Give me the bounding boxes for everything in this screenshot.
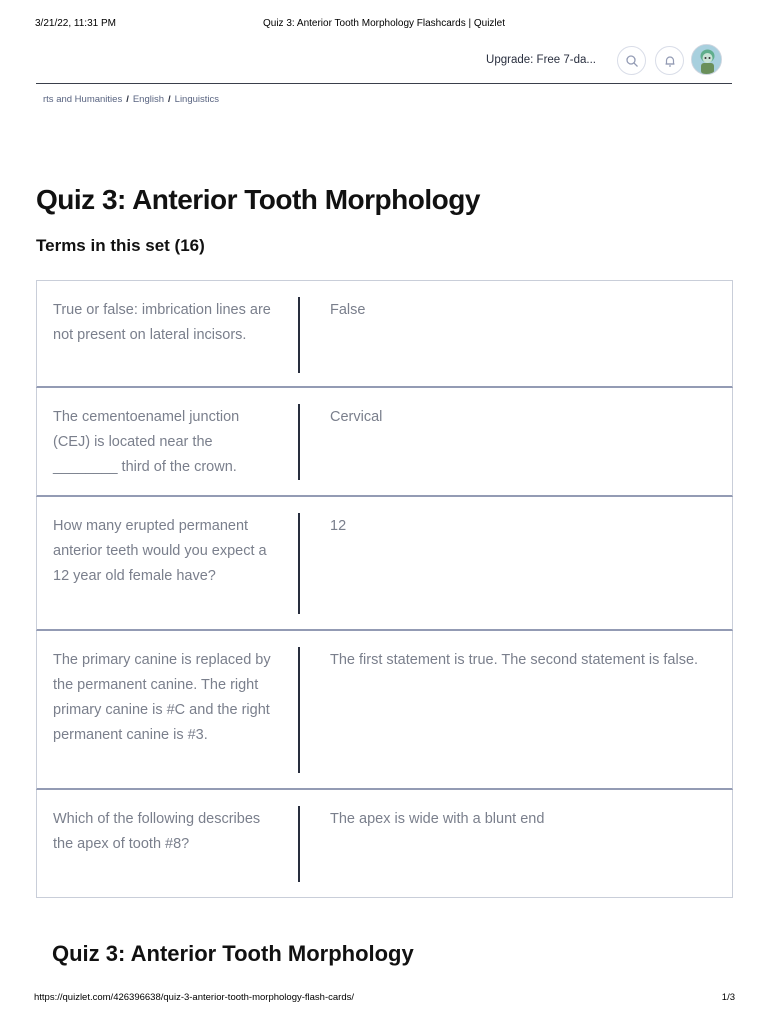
term-definition: False [330, 302, 366, 318]
bell-icon [663, 54, 677, 68]
upgrade-button[interactable]: Upgrade: Free 7-da... [486, 54, 596, 66]
print-page-number: 1/3 [721, 992, 735, 1003]
breadcrumb-item-arts-and-humanities[interactable]: rts and Humanities [43, 94, 123, 105]
term-word: True or false: imbrication lines are not present on lateral incisors. [53, 302, 271, 343]
print-datetime: 3/21/22, 11:31 PM [35, 18, 116, 29]
breadcrumb-separator: / [168, 94, 171, 105]
search-button[interactable] [617, 46, 646, 75]
term-definition: 12 [330, 518, 347, 534]
breadcrumb-item-linguistics[interactable]: Linguistics [174, 94, 220, 105]
term-list [36, 280, 733, 898]
term-definition: The first statement is true. The second statement is false. [330, 652, 699, 668]
term-word: The primary canine is replaced by the permanent canine. The right primary canine is #C and the right permanent canine is #3. [53, 652, 271, 743]
term-word: The cementoenamel junction (CEJ) is located near the ________ third of the crown. [53, 409, 240, 475]
top-navigation-bar [36, 40, 732, 84]
term-row [36, 631, 733, 790]
term-definition: The apex is wide with a blunt end [330, 811, 545, 827]
term-row [36, 388, 733, 497]
breadcrumb [43, 94, 219, 105]
user-avatar[interactable] [691, 44, 722, 75]
term-row [36, 280, 733, 388]
term-divider [298, 404, 300, 480]
term-word: How many erupted permanent anterior teeth would you expect a 12 year old female have? [53, 518, 267, 584]
term-row [36, 497, 733, 631]
print-doc-title: Quiz 3: Anterior Tooth Morphology Flashcards | Quizlet [263, 18, 505, 29]
breadcrumb-separator: / [126, 94, 129, 105]
print-url: https://quizlet.com/426396638/quiz-3-anterior-tooth-morphology-flash-cards/ [34, 992, 354, 1003]
search-icon [625, 54, 639, 68]
term-divider [298, 513, 300, 614]
term-definition: Cervical [330, 409, 383, 425]
term-divider [298, 297, 300, 373]
print-header [35, 18, 733, 32]
term-divider [298, 647, 300, 773]
avatar-icon [692, 45, 722, 75]
breadcrumb-item-english[interactable]: English [132, 94, 165, 105]
page-title: Quiz 3: Anterior Tooth Morphology [36, 184, 480, 215]
section-title: Quiz 3: Anterior Tooth Morphology [52, 941, 414, 966]
notifications-button[interactable] [655, 46, 684, 75]
term-divider [298, 806, 300, 882]
term-row [36, 790, 733, 898]
term-word: Which of the following describes the apex of tooth #8? [53, 811, 261, 852]
terms-heading: Terms in this set (16) [36, 236, 205, 255]
